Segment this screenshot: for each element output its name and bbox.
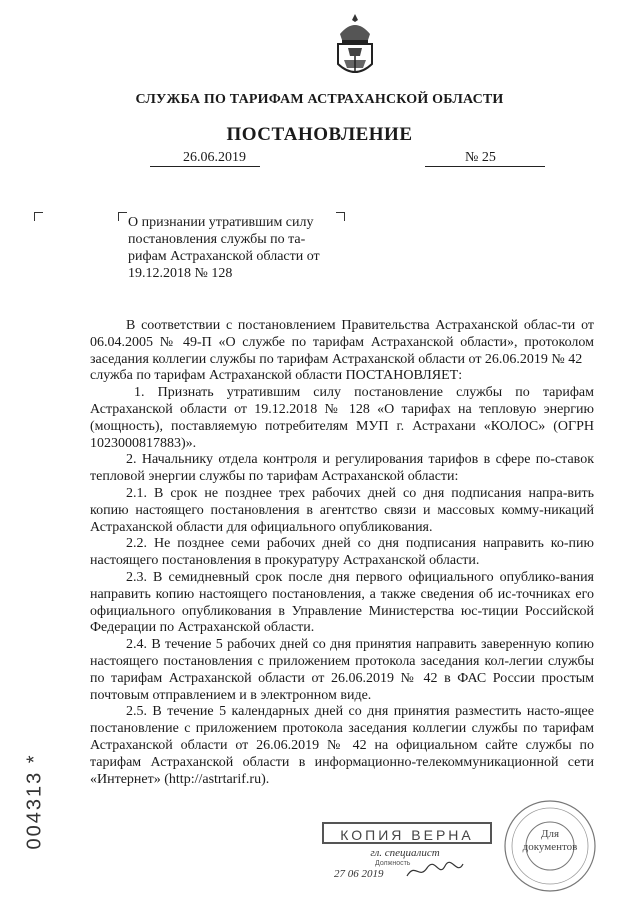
document-date: 26.06.2019: [183, 150, 246, 165]
corner-mark: [34, 212, 43, 221]
body-paragraph: 2.2. Не позднее семи рабочих дней со дня подписания направить ко-пию настоящего постановления в прокуратуру Астраханской области.: [90, 536, 594, 569]
body-paragraph: 2.3. В семидневный срок после дня первого официального опублико-вания направить копию настоящего постановления, а также сведения об ис-точниках его официального опубликования в Управление Министерства юс-тиции Российской Федерации по Астраханской области.: [90, 569, 594, 636]
corner-mark: [118, 212, 127, 221]
body-paragraph: 1. Признать утратившим силу постановление службы по тарифам Астраханской области от 19.12.2018 № 128 «О тарифах на тепловую энергию (мощность), поставляемую потребителям МУП г. Астрахани «КОЛОС» (ОГРН 1023000817883)».: [90, 385, 594, 451]
signature-icon: [405, 858, 465, 882]
body-paragraph: 2. Начальнику отдела контроля и регулирования тарифов в сфере по-ставок тепловой энергии службы по тарифам Астраханской области:: [90, 452, 594, 485]
document-subject: [128, 214, 340, 282]
stamp-date: 27 06 2019: [334, 868, 384, 880]
copy-certified-stamp: КОПИЯ ВЕРНА: [322, 822, 492, 844]
body-paragraph: 2.4. В течение 5 рабочих дней со дня принятия направить заверенную копию настоящего постановления с приложением протокола заседания кол-легии службы по тарифам Астраханской области от 26.06.2019 № 42 в ФАС России простым почтовым отправлением и в электронном виде.: [90, 637, 594, 703]
date-underline: [150, 166, 260, 167]
subject-line: рифам Астраханской области от: [128, 249, 320, 264]
body-paragraph: В соответствии с постановлением Правительства Астраханской облас-ти от 06.04.2005 № 49-П «О службе по тарифам Астраханской области», протоколом заседания коллегии службы по тарифам Астраханской области от 26.06.2019 № 42: [90, 318, 594, 367]
body-paragraph: служба по тарифам Астраханской области ПОСТАНОВЛЯЕТ:: [90, 368, 463, 384]
document-body: [90, 318, 594, 788]
subject-line: О признании утратившим силу: [128, 215, 314, 230]
coat-of-arms-emblem: [330, 12, 380, 84]
subject-line: 19.12.2018 № 128: [128, 266, 233, 281]
body-paragraph: 2.1. В срок не позднее трех рабочих дней со дня подписания напра-вить копию настоящего постановления в агентство связи и массовых комму-никаций Астраханской области для официального опубликования.: [90, 485, 594, 535]
document-type: ПОСТАНОВЛЕНИЕ: [226, 124, 413, 145]
body-paragraph: 2.5. В течение 5 календарных дней со дня принятия разместить насто-ящее постановление с приложением протокола заседания коллегии службы по тарифам Астраханской области от 26.06.2019 № 42 на официальном сайте службы по тарифам Астраханской области в информационно-телекоммуникационной сети «Интернет» (http://astrtarif.ru).: [90, 704, 594, 787]
subject-line: постановления службы по та-: [128, 232, 306, 247]
number-underline: [425, 166, 545, 167]
seal-center-text: Для документов: [522, 828, 578, 853]
stamp-position: гл. специалист: [370, 847, 440, 859]
organization-name: СЛУЖБА ПО ТАРИФАМ АСТРАХАНСКОЙ ОБЛАСТИ: [135, 92, 504, 107]
registration-number: 004313 *: [23, 753, 46, 850]
document-number: № 25: [465, 150, 496, 165]
stamp-position-label: Должность: [375, 860, 411, 867]
